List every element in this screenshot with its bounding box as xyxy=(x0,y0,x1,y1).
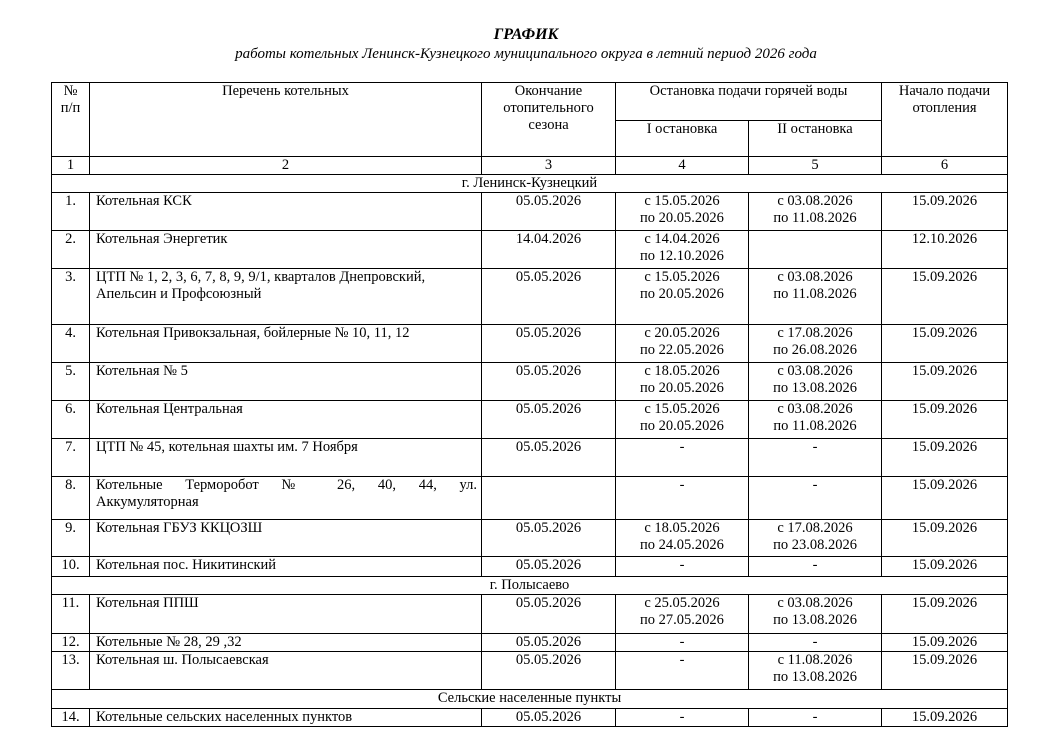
row-number: 13. xyxy=(52,652,90,690)
boiler-name: Котельная пос. Никитинский xyxy=(90,557,482,577)
col-number: 4 xyxy=(616,157,749,175)
heating-start-date: 15.09.2026 xyxy=(882,557,1008,577)
stop-1-to: по 20.05.2026 xyxy=(640,380,724,396)
document-title: ГРАФИК xyxy=(493,26,559,43)
row-number: 6. xyxy=(52,401,90,439)
header-season-end: Окончание отопительного сезона xyxy=(482,83,616,157)
stop-1-to: по 24.05.2026 xyxy=(640,537,724,553)
stop-2-from: - xyxy=(812,709,818,725)
stop-1-from: с 14.04.2026 xyxy=(644,231,720,247)
boiler-name: Котельная Центральная xyxy=(90,401,482,439)
heating-start-date: 15.09.2026 xyxy=(882,595,1008,634)
stop-2-period xyxy=(749,231,882,269)
boiler-name: Котельная № 5 xyxy=(90,363,482,401)
heating-start-date: 15.09.2026 xyxy=(882,634,1008,652)
stop-2-period xyxy=(749,477,882,520)
stop-1-period xyxy=(616,363,749,401)
stop-1-to: по 20.05.2026 xyxy=(640,286,724,302)
row-number: 12. xyxy=(52,634,90,652)
stop-1-from: - xyxy=(679,709,685,725)
season-end-date: 05.05.2026 xyxy=(482,363,616,401)
heating-start-date: 15.09.2026 xyxy=(882,439,1008,477)
section-title: Сельские населенные пункты xyxy=(52,690,1008,709)
stop-1-period xyxy=(616,269,749,325)
boiler-name: Котельная ГБУЗ ККЦОЗШ xyxy=(90,520,482,557)
row-number: 9. xyxy=(52,520,90,557)
season-end-date: 05.05.2026 xyxy=(482,557,616,577)
stop-1-period xyxy=(616,557,749,577)
boiler-name: Котельная Энергетик xyxy=(90,231,482,269)
stop-2-period xyxy=(749,557,882,577)
stop-2-from: с 03.08.2026 xyxy=(777,269,853,285)
stop-2-to: по 23.08.2026 xyxy=(773,537,857,553)
col-number: 1 xyxy=(52,157,90,175)
stop-1-period xyxy=(616,439,749,477)
season-end-date xyxy=(482,477,616,520)
stop-1-to: по 20.05.2026 xyxy=(640,418,724,434)
heating-start-date: 15.09.2026 xyxy=(882,401,1008,439)
stop-1-period xyxy=(616,520,749,557)
stop-1-period xyxy=(616,477,749,520)
table-row xyxy=(52,477,1008,520)
stop-2-period xyxy=(749,634,882,652)
document-subtitle: работы котельных Ленинск-Кузнецкого муниципального округа в летний период 2026 года xyxy=(235,46,817,62)
table-row xyxy=(52,595,1008,634)
stop-1-from: - xyxy=(679,557,685,573)
season-end-date: 14.04.2026 xyxy=(482,231,616,269)
stop-2-to: по 11.08.2026 xyxy=(773,210,857,226)
row-number: 11. xyxy=(52,595,90,634)
header-num: № п/п xyxy=(52,83,90,157)
season-end-date: 05.05.2026 xyxy=(482,595,616,634)
col-number: 6 xyxy=(882,157,1008,175)
section-row xyxy=(52,690,1008,709)
stop-2-period xyxy=(749,325,882,363)
row-number: 10. xyxy=(52,557,90,577)
header-row xyxy=(52,83,1008,121)
stop-2-to: по 11.08.2026 xyxy=(773,418,857,434)
header-hot-water-stop: Остановка подачи горячей воды xyxy=(616,83,882,121)
row-number: 3. xyxy=(52,269,90,325)
boiler-name xyxy=(90,477,482,520)
stop-1-from: с 18.05.2026 xyxy=(644,363,720,379)
stop-1-from: с 25.05.2026 xyxy=(644,595,720,611)
heating-start-date: 15.09.2026 xyxy=(882,269,1008,325)
season-end-date: 05.05.2026 xyxy=(482,193,616,231)
boiler-name-line: Котельные Терморобот № 26, 40, 44, ул. xyxy=(96,477,477,493)
stop-2-period xyxy=(749,520,882,557)
stop-1-from: с 15.05.2026 xyxy=(644,193,720,209)
header-boiler-list: Перечень котельных xyxy=(90,83,482,157)
heating-start-date: 15.09.2026 xyxy=(882,652,1008,690)
section-row xyxy=(52,577,1008,595)
row-number: 7. xyxy=(52,439,90,477)
stop-1-from: с 20.05.2026 xyxy=(644,325,720,341)
section-row xyxy=(52,175,1008,193)
heating-start-date: 15.09.2026 xyxy=(882,520,1008,557)
table-row xyxy=(52,193,1008,231)
stop-2-period xyxy=(749,652,882,690)
table-row xyxy=(52,557,1008,577)
boiler-name: Котельная КСК xyxy=(90,193,482,231)
col-number: 2 xyxy=(90,157,482,175)
stop-1-from: с 18.05.2026 xyxy=(644,520,720,536)
stop-1-period xyxy=(616,231,749,269)
stop-2-to: по 13.08.2026 xyxy=(773,669,857,685)
table-row xyxy=(52,325,1008,363)
header-heating-start: Начало подачи отопления xyxy=(882,83,1008,157)
table-row xyxy=(52,652,1008,690)
stop-2-from: - xyxy=(812,557,818,573)
heating-start-date: 15.09.2026 xyxy=(882,477,1008,520)
boiler-name: ЦТП № 1, 2, 3, 6, 7, 8, 9, 9/1, кварталов Днепровский, Апельсин и Профсоюзный xyxy=(90,269,482,325)
season-end-date: 05.05.2026 xyxy=(482,709,616,727)
stop-2-from: - xyxy=(812,477,818,493)
stop-2-from: с 11.08.2026 xyxy=(777,652,853,668)
stop-2-from: с 03.08.2026 xyxy=(777,193,853,209)
stop-1-to: по 20.05.2026 xyxy=(640,210,724,226)
section-title: г. Полысаево xyxy=(52,577,1008,595)
stop-1-period xyxy=(616,652,749,690)
table-row xyxy=(52,231,1008,269)
stop-1-from: - xyxy=(679,439,685,455)
stop-1-from: с 15.05.2026 xyxy=(644,269,720,285)
table-row xyxy=(52,634,1008,652)
table-row xyxy=(52,709,1008,727)
stop-1-from: с 15.05.2026 xyxy=(644,401,720,417)
row-number: 14. xyxy=(52,709,90,727)
boiler-name: Котельная ППШ xyxy=(90,595,482,634)
boiler-name: Котельные сельских населенных пунктов xyxy=(90,709,482,727)
schedule-table xyxy=(51,82,1008,727)
header-stop-1: I остановка xyxy=(616,121,749,157)
col-number: 3 xyxy=(482,157,616,175)
stop-1-to: по 27.05.2026 xyxy=(640,612,724,628)
stop-1-to: по 12.10.2026 xyxy=(640,248,724,264)
season-end-date: 05.05.2026 xyxy=(482,520,616,557)
stop-2-from: с 03.08.2026 xyxy=(777,595,853,611)
stop-2-from: - xyxy=(812,634,818,650)
stop-2-period xyxy=(749,269,882,325)
heating-start-date: 15.09.2026 xyxy=(882,363,1008,401)
stop-2-from: с 03.08.2026 xyxy=(777,363,853,379)
stop-1-period xyxy=(616,401,749,439)
stop-1-to: по 22.05.2026 xyxy=(640,342,724,358)
stop-2-to: по 13.08.2026 xyxy=(773,380,857,396)
stop-1-period xyxy=(616,193,749,231)
stop-1-from: - xyxy=(679,477,685,493)
stop-2-period xyxy=(749,439,882,477)
boiler-name-line: Аккумуляторная xyxy=(96,494,199,510)
stop-2-to: по 11.08.2026 xyxy=(773,286,857,302)
season-end-date: 05.05.2026 xyxy=(482,401,616,439)
table-row xyxy=(52,520,1008,557)
row-number: 4. xyxy=(52,325,90,363)
row-number: 5. xyxy=(52,363,90,401)
stop-1-from: - xyxy=(679,652,685,668)
table-row xyxy=(52,269,1008,325)
stop-2-period xyxy=(749,193,882,231)
row-number: 2. xyxy=(52,231,90,269)
heating-start-date: 15.09.2026 xyxy=(882,193,1008,231)
stop-2-period xyxy=(749,709,882,727)
column-number-row xyxy=(52,157,1008,175)
stop-2-period xyxy=(749,401,882,439)
stop-2-to: по 13.08.2026 xyxy=(773,612,857,628)
stop-1-from: - xyxy=(679,634,685,650)
heating-start-date: 12.10.2026 xyxy=(882,231,1008,269)
boiler-name: Котельные № 28, 29 ,32 xyxy=(90,634,482,652)
stop-1-period xyxy=(616,595,749,634)
season-end-date: 05.05.2026 xyxy=(482,325,616,363)
season-end-date: 05.05.2026 xyxy=(482,269,616,325)
header-stop-2: II остановка xyxy=(749,121,882,157)
heating-start-date: 15.09.2026 xyxy=(882,325,1008,363)
boiler-name: Котельная ш. Полысаевская xyxy=(90,652,482,690)
table-row xyxy=(52,439,1008,477)
stop-1-period xyxy=(616,709,749,727)
section-title: г. Ленинск-Кузнецкий xyxy=(52,175,1008,193)
table-row xyxy=(52,401,1008,439)
season-end-date: 05.05.2026 xyxy=(482,652,616,690)
stop-2-from: с 17.08.2026 xyxy=(777,325,853,341)
row-number: 8. xyxy=(52,477,90,520)
heating-start-date: 15.09.2026 xyxy=(882,709,1008,727)
season-end-date: 05.05.2026 xyxy=(482,439,616,477)
col-number: 5 xyxy=(749,157,882,175)
table-row xyxy=(52,363,1008,401)
boiler-name: Котельная Привокзальная, бойлерные № 10, 11, 12 xyxy=(90,325,482,363)
stop-2-to: по 26.08.2026 xyxy=(773,342,857,358)
stop-1-period xyxy=(616,634,749,652)
boiler-name: ЦТП № 45, котельная шахты им. 7 Ноября xyxy=(90,439,482,477)
stop-2-from: с 03.08.2026 xyxy=(777,401,853,417)
row-number: 1. xyxy=(52,193,90,231)
season-end-date: 05.05.2026 xyxy=(482,634,616,652)
stop-2-period xyxy=(749,595,882,634)
stop-2-from: с 17.08.2026 xyxy=(777,520,853,536)
stop-2-period xyxy=(749,363,882,401)
stop-1-period xyxy=(616,325,749,363)
stop-2-from: - xyxy=(812,439,818,455)
